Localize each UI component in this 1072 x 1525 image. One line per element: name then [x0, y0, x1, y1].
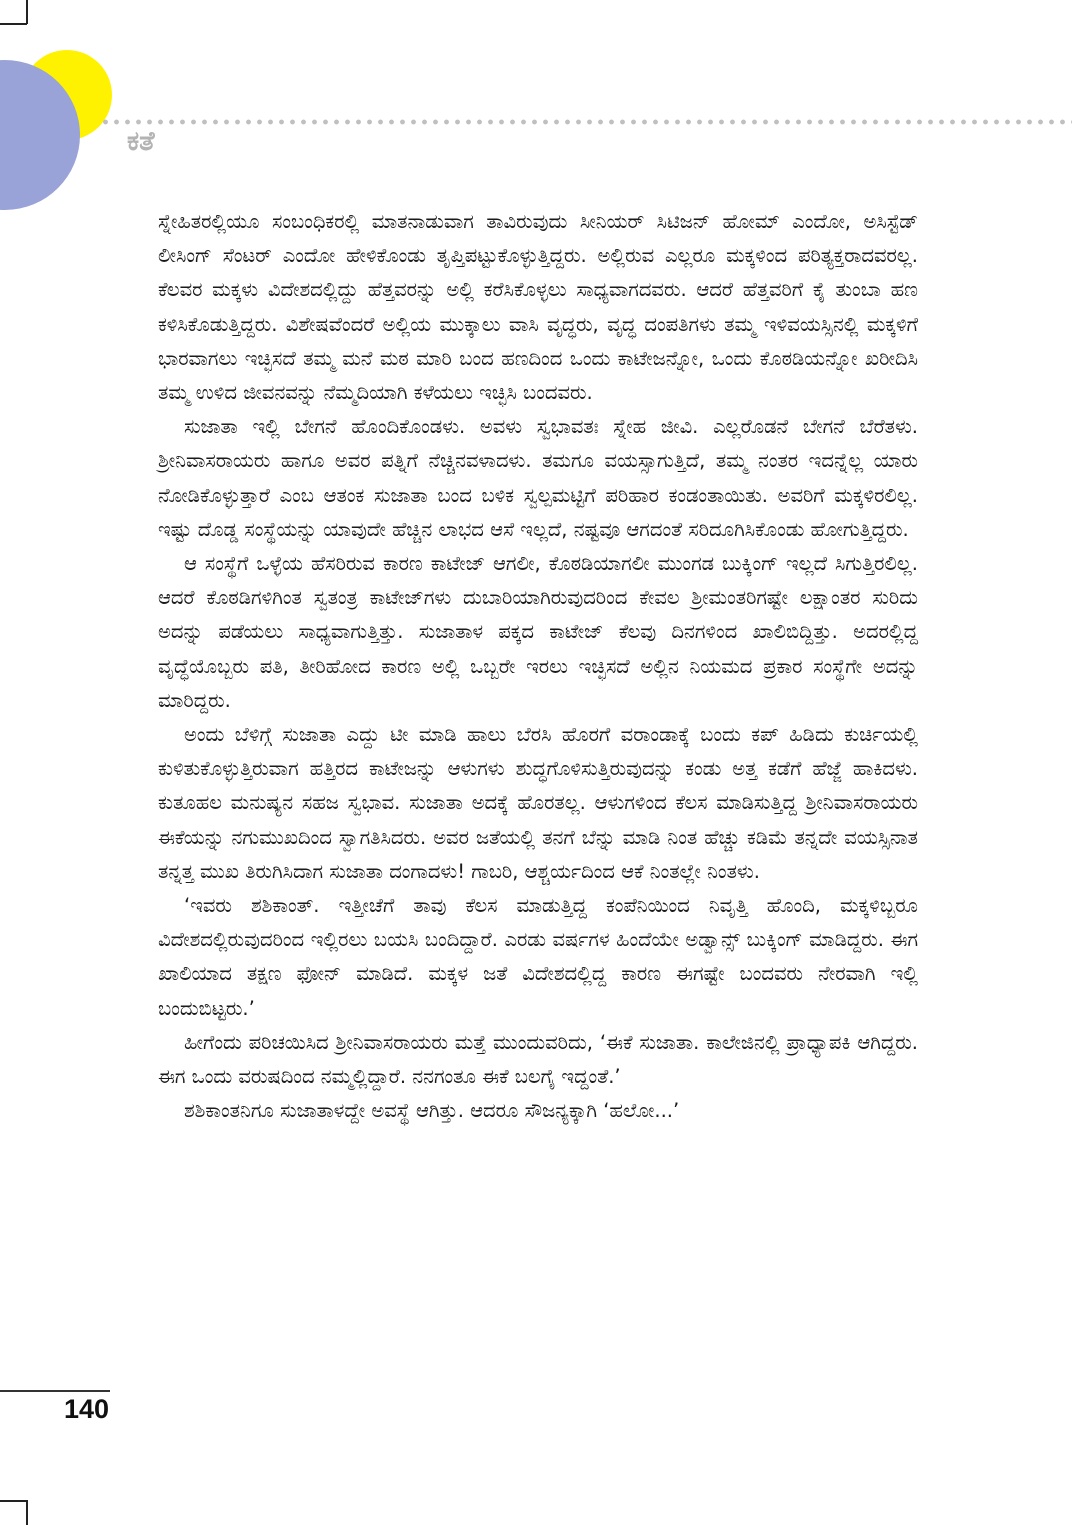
crop-mark-bottom-left-horizontal — [0, 1500, 27, 1502]
paragraph: ‘ಇವರು ಶಶಿಕಾಂತ್. ಇತ್ತೀಚೆಗೆ ತಾವು ಕೆಲಸ ಮಾಡುತ್ತಿದ್ದ ಕಂಪೆನಿಯಿಂದ ನಿವೃತ್ತಿ ಹೊಂದಿ, ಮಕ್ಕಳಿಬ್ಬರೂ ವಿದೇಶದಲ್ಲಿರುವುದರಿಂದ ಇಲ್ಲಿರಲು ಬಯಸಿ ಬಂದಿದ್ದಾರೆ. ಎರಡು ವರ್ಷಗಳ ಹಿಂದೆಯೇ ಅಡ್ವಾನ್ಸ್ ಬುಕ್ಕಿಂಗ್ ಮಾಡಿದ್ದರು. ಈಗ ಖಾಲಿಯಾದ ತಕ್ಷಣ ಫೋನ್ ಮಾಡಿದೆ. ಮಕ್ಕಳ ಜತೆ ವಿದೇಶದಲ್ಲಿದ್ದ ಕಾರಣ ಈಗಷ್ಟೇ ಬಂದವರು ನೇರವಾಗಿ ಇಲ್ಲಿ ಬಂದುಬಿಟ್ಟರು.’ — [158, 894, 918, 1020]
paragraph: ಸ್ನೇಹಿತರಲ್ಲಿಯೂ ಸಂಬಂಧಿಕರಲ್ಲಿ ಮಾತನಾಡುವಾಗ ತಾವಿರುವುದು ಸೀನಿಯರ್ ಸಿಟಿಜನ್ ಹೋಮ್ ಎಂದೋ, ಅಸಿಸ್ಟೆಡ್ ಲೀಸಿಂಗ್ ಸೆಂಟರ್ ಎಂದೋ ಹೇಳಿಕೊಂಡು ತೃಪ್ತಿಪಟ್ಟುಕೊಳ್ಳುತ್ತಿದ್ದರು. ಅಲ್ಲಿರುವ ಎಲ್ಲರೂ ಮಕ್ಕಳಿಂದ ಪರಿತ್ಯಕ್ತರಾದವರಲ್ಲ. ಕೆಲವರ ಮಕ್ಕಳು ವಿದೇಶದಲ್ಲಿದ್ದು ಹೆತ್ತವರನ್ನು ಅಲ್ಲಿ ಕರೆಸಿಕೊಳ್ಳಲು ಸಾಧ್ಯವಾಗದವರು. ಆದರೆ ಹೆತ್ತವರಿಗೆ ಕೈ ತುಂಬಾ ಹಣ ಕಳಿಸಿಕೊಡುತ್ತಿದ್ದರು. ವಿಶೇಷವೆಂದರೆ ಅಲ್ಲಿಯ ಮುಕ್ಕಾಲು ವಾಸಿ ವೃದ್ಧರು, ವೃದ್ಧ ದಂಪತಿಗಳು ತಮ್ಮ ಇಳಿವಯಸ್ಸಿನಲ್ಲಿ ಮಕ್ಕಳಿಗೆ ಭಾರವಾಗಲು ಇಚ್ಛಿಸದೆ ತಮ್ಮ ಮನೆ ಮಠ ಮಾರಿ ಬಂದ ಹಣದಿಂದ ಒಂದು ಕಾಟೇಜನ್ನೋ, ಒಂದು ಕೊಠಡಿಯನ್ನೋ ಖರೀದಿಸಿ ತಮ್ಮ ಉಳಿದ ಜೀವನವನ್ನು ನೆಮ್ಮದಿಯಾಗಿ ಕಳೆಯಲು ಇಚ್ಛಿಸಿ ಬಂದವರು. — [158, 210, 918, 405]
paragraph: ಆ ಸಂಸ್ಥೆಗೆ ಒಳ್ಳೆಯ ಹೆಸರಿರುವ ಕಾರಣ ಕಾಟೇಜ್ ಆಗಲೀ, ಕೊಠಡಿಯಾಗಲೀ ಮುಂಗಡ ಬುಕ್ಕಿಂಗ್ ಇಲ್ಲದೆ ಸಿಗುತ್ತಿರಲಿಲ್ಲ. ಆದರೆ ಕೊಠಡಿಗಳಿಗಿಂತ ಸ್ವತಂತ್ರ ಕಾಟೇಜ್‌ಗಳು ದುಬಾರಿಯಾಗಿರುವುದರಿಂದ ಕೇವಲ ಶ್ರೀಮಂತರಿಗಷ್ಟೇ ಲಕ್ಷಾಂತರ ಸುರಿದು ಅದನ್ನು ಪಡೆಯಲು ಸಾಧ್ಯವಾಗುತ್ತಿತ್ತು. ಸುಜಾತಾಳ ಪಕ್ಕದ ಕಾಟೇಜ್ ಕೆಲವು ದಿನಗಳಿಂದ ಖಾಲಿಬಿದ್ದಿತ್ತು. ಅದರಲ್ಲಿದ್ದ ವೃದ್ಧೆಯೊಬ್ಬರು ಪತಿ, ತೀರಿಹೋದ ಕಾರಣ ಅಲ್ಲಿ ಒಬ್ಬರೇ ಇರಲು ಇಚ್ಛಿಸದೆ ಅಲ್ಲಿನ ನಿಯಮದ ಪ್ರಕಾರ ಸಂಸ್ಥೆಗೇ ಅದನ್ನು ಮಾರಿದ್ದರು. — [158, 552, 918, 712]
paragraph: ಶಶಿಕಾಂತನಿಗೂ ಸುಜಾತಾಳದ್ದೇ ಅವಸ್ಥೆ ಆಗಿತ್ತು. ಆದರೂ ಸೌಜನ್ಯಕ್ಕಾಗಿ ‘ಹಲೋ...’ — [184, 1099, 680, 1123]
section-label: ಕತೆ — [127, 126, 155, 157]
crop-mark-top-left-horizontal — [0, 23, 27, 25]
paragraph: ಹೀಗೆಂದು ಪರಿಚಯಿಸಿದ ಶ್ರೀನಿವಾಸರಾಯರು ಮತ್ತೆ ಮುಂದುವರಿದು, ‘ಈಕೆ ಸುಜಾತಾ. ಕಾಲೇಜಿನಲ್ಲಿ ಪ್ರಾಧ್ಯಾಪಕಿ ಆಗಿದ್ದರು. ಈಗ ಒಂದು ವರುಷದಿಂದ ನಮ್ಮಲ್ಲಿದ್ದಾರೆ. ನನಗಂತೂ ಈಕೆ ಬಲಗೈ ಇದ್ದಂತೆ.’ — [158, 1030, 918, 1089]
dotted-header-rule — [100, 118, 1072, 126]
paragraph: ಅಂದು ಬೆಳಿಗ್ಗೆ ಸುಜಾತಾ ಎದ್ದು ಟೀ ಮಾಡಿ ಹಾಲು ಬೆರಸಿ ಹೊರಗೆ ವರಾಂಡಾಕ್ಕೆ ಬಂದು ಕಪ್ ಹಿಡಿದು ಕುರ್ಚಿಯಲ್ಲಿ ಕುಳಿತುಕೊಳ್ಳುತ್ತಿರುವಾಗ ಹತ್ತಿರದ ಕಾಟೇಜನ್ನು ಆಳುಗಳು ಶುದ್ಧಗೊಳಿಸುತ್ತಿರುವುದನ್ನು ಕಂಡು ಅತ್ತ ಕಡೆಗೆ ಹೆಜ್ಜೆ ಹಾಕಿದಳು. ಕುತೂಹಲ ಮನುಷ್ಯನ ಸಹಜ ಸ್ವಭಾವ. ಸುಜಾತಾ ಅದಕ್ಕೆ ಹೊರತಲ್ಲ. ಆಳುಗಳಿಂದ ಕೆಲಸ ಮಾಡಿಸುತ್ತಿದ್ದ ಶ್ರೀನಿವಾಸರಾಯರು ಈಕೆಯನ್ನು ನಗುಮುಖದಿಂದ ಸ್ವಾಗತಿಸಿದರು. ಅವರ ಜತೆಯಲ್ಲಿ ತನಗೆ ಬೆನ್ನು ಮಾಡಿ ನಿಂತ ಹೆಚ್ಚು ಕಡಿಮೆ ತನ್ನದೇ ವಯಸ್ಸಿನಾತ ತನ್ನತ್ತ ಮುಖ ತಿರುಗಿಸಿದಾಗ ಸುಜಾತಾ ದಂಗಾದಳು! ಗಾಬರಿ, ಆಶ್ಚರ್ಯದಿಂದ ಆಕೆ ನಿಂತಲ್ಲೇ ನಿಂತಳು. — [158, 723, 918, 883]
decorative-blue-half-circle — [0, 60, 92, 210]
crop-mark-top-left-vertical — [26, 0, 28, 24]
footer-rule — [0, 1390, 110, 1392]
paragraph: ಸುಜಾತಾ ಇಲ್ಲಿ ಬೇಗನೆ ಹೊಂದಿಕೊಂಡಳು. ಅವಳು ಸ್ವಭಾವತಃ ಸ್ನೇಹ ಜೀವಿ. ಎಲ್ಲರೊಡನೆ ಬೇಗನೆ ಬೆರೆತಳು. ಶ್ರೀನಿವಾಸರಾಯರು ಹಾಗೂ ಅವರ ಪತ್ನಿಗೆ ನೆಚ್ಚಿನವಳಾದಳು. ತಮಗೂ ವಯಸ್ಸಾಗುತ್ತಿದೆ, ತಮ್ಮ ನಂತರ ಇದನ್ನೆಲ್ಲ ಯಾರು ನೋಡಿಕೊಳ್ಳುತ್ತಾರೆ ಎಂಬ ಆತಂಕ ಸುಜಾತಾ ಬಂದ ಬಳಿಕ ಸ್ವಲ್ಪಮಟ್ಟಿಗೆ ಪರಿಹಾರ ಕಂಡಂತಾಯಿತು. ಅವರಿಗೆ ಮಕ್ಕಳಿರಲಿಲ್ಲ. ಇಷ್ಟು ದೊಡ್ಡ ಸಂಸ್ಥೆಯನ್ನು ಯಾವುದೇ ಹೆಚ್ಚಿನ ಲಾಭದ ಆಸೆ ಇಲ್ಲದೆ, ನಷ್ಟವೂ ಆಗದಂತೆ ಸರಿದೂಗಿಸಿಕೊಂಡು ಹೋಗುತ್ತಿದ್ದರು. — [158, 415, 918, 541]
crop-mark-bottom-left-vertical — [26, 1500, 28, 1525]
story-body — [158, 205, 918, 1128]
page-number: 140 — [64, 1394, 110, 1424]
